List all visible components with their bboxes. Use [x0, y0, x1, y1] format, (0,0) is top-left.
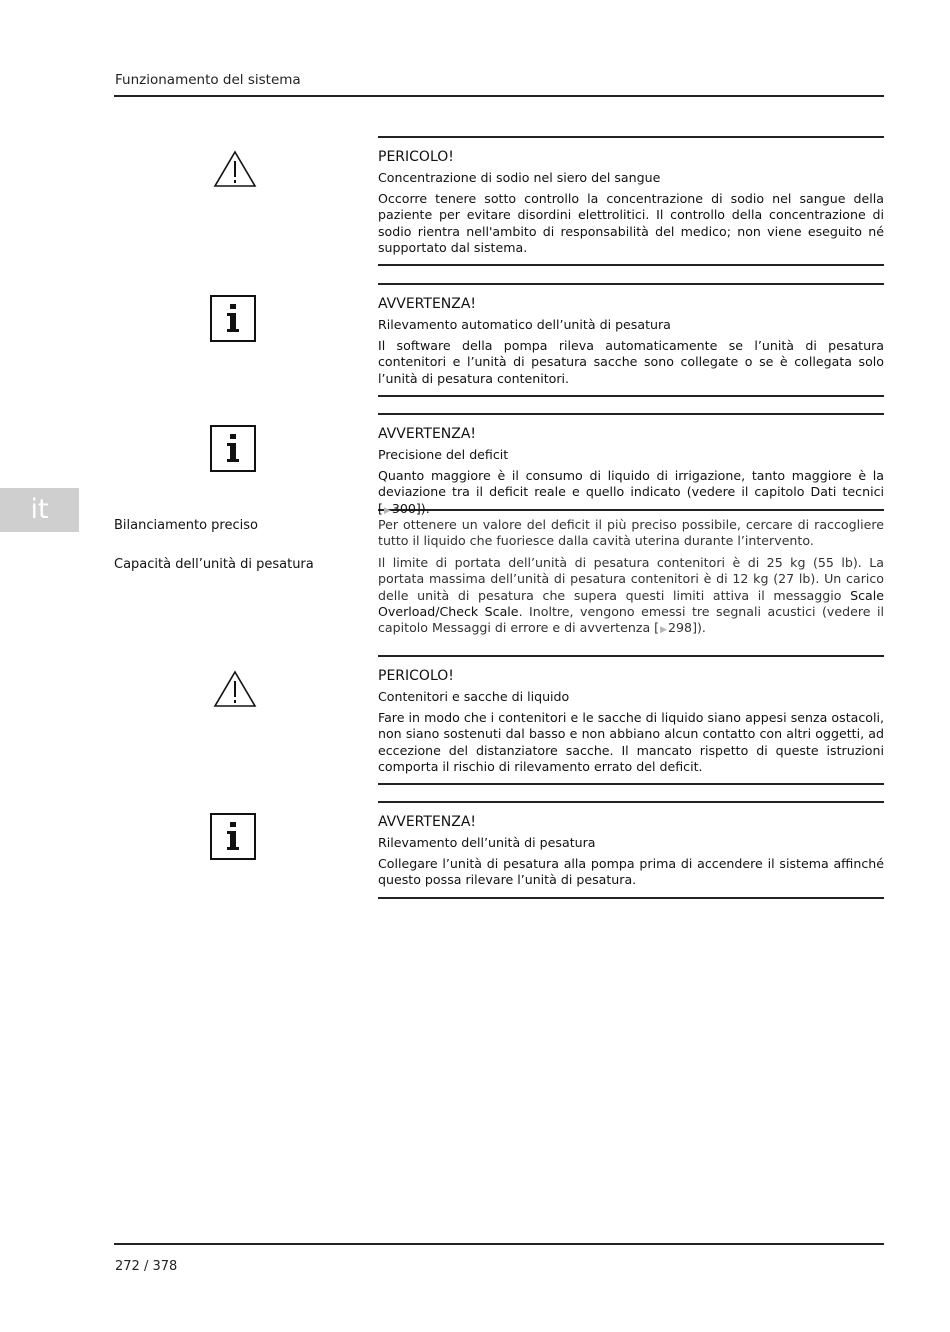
page-reference[interactable]: 298 [668, 620, 693, 636]
section-text: . Inoltre, vengono emessi tre segnali acustici (vedere il capitolo Messaggi di errore e di avvertenza [ [378, 603, 885, 636]
warning-triangle-icon [213, 670, 257, 708]
danger-notice-containers [378, 655, 884, 785]
info-icon [210, 425, 256, 472]
running-header: Funzionamento del sistema [115, 72, 301, 88]
section-label-bilanciamento: Bilanciamento preciso [114, 518, 258, 533]
section-text-capacita [378, 555, 884, 638]
section-text: Il limite di portata dell’unità di pesatura contenitori è di 25 kg (55 lb). La portata massima dell’unità di pesatura contenitori è di 12 kg (27 lb). Un carico delle unità di pesatura che supera questi limiti attiva il messaggio [378, 555, 884, 603]
section-label-capacita: Capacità dell’unità di pesatura [114, 557, 314, 572]
page-reference[interactable]: 300 [391, 500, 416, 516]
notice-subtitle: Concentrazione di sodio nel siero del sangue [378, 170, 661, 185]
header-divider [114, 95, 884, 97]
notice-subtitle: Contenitori e sacche di liquido [378, 689, 570, 704]
page-number: 272 / 378 [115, 1259, 178, 1274]
notice-body: Fare in modo che i contenitori e le sacche di liquido siano appesi senza ostacoli, non siano sostenuti dal basso e non abbiano alcun contatto con altri oggetti, ad eccezione del distanziatore sacche. Il mancato rispetto di queste istruzioni comporta il rischio di rilevamento errato del deficit. [378, 710, 884, 774]
notice-type: PERICOLO! [378, 668, 454, 684]
footer-divider [114, 1243, 884, 1245]
notice-body-text: ]). [415, 500, 430, 516]
section-text: ]). [692, 620, 706, 636]
section-text-bilanciamento: Per ottenere un valore del deficit il più preciso possibile, cercare di raccogliere tutto il liquido che fuoriesce dalla cavità uterina durante l’intervento. [378, 517, 884, 549]
reference-arrow-icon: ▶ [383, 505, 391, 516]
info-icon [210, 295, 256, 342]
notice-body: Occorre tenere sotto controllo la concentrazione di sodio nel sangue della paziente per evitare disordini elettrolitici. Il controllo della concentrazione di sodio rientra nell'ambito di responsabilità del medico; non viene eseguito né supportato dal sistema. [378, 191, 884, 255]
notice-type: AVVERTENZA! [378, 426, 477, 442]
danger-notice-sodium [378, 136, 884, 266]
notice-body: Il software della pompa rileva automaticamente se l’unità di pesatura contenitori e l’unità di pesatura sacche sono collegate o se è collegata solo l’unità di pesatura contenitori. [378, 338, 884, 386]
notice-subtitle: Precisione del deficit [378, 447, 509, 462]
warning-notice-deficit-precision [378, 413, 884, 516]
notice-type: AVVERTENZA! [378, 814, 477, 830]
notice-subtitle: Rilevamento automatico dell’unità di pesatura [378, 317, 671, 332]
notice-type: AVVERTENZA! [378, 296, 477, 312]
notice-subtitle: Rilevamento dell’unità di pesatura [378, 835, 596, 850]
warning-notice-auto-detect [378, 283, 884, 397]
message-name: Scale Overload/Check Scale [378, 587, 884, 619]
warning-triangle-icon [213, 150, 257, 188]
notice-body-text: Quanto maggiore è il consumo di liquido di irrigazione, tanto maggiore è la deviazione tra il deficit reale e quello indicato (vedere il capitolo Dati tecnici [ [378, 468, 884, 516]
info-icon [210, 813, 256, 860]
notice-body [378, 468, 884, 519]
warning-notice-scale-detection [378, 801, 884, 899]
notice-body: Collegare l’unità di pesatura alla pompa prima di accendere il sistema affinché questo possa rilevare l’unità di pesatura. [378, 856, 884, 888]
language-tab: it [0, 488, 79, 532]
reference-arrow-icon: ▶ [660, 625, 668, 636]
notice-type: PERICOLO! [378, 149, 454, 165]
